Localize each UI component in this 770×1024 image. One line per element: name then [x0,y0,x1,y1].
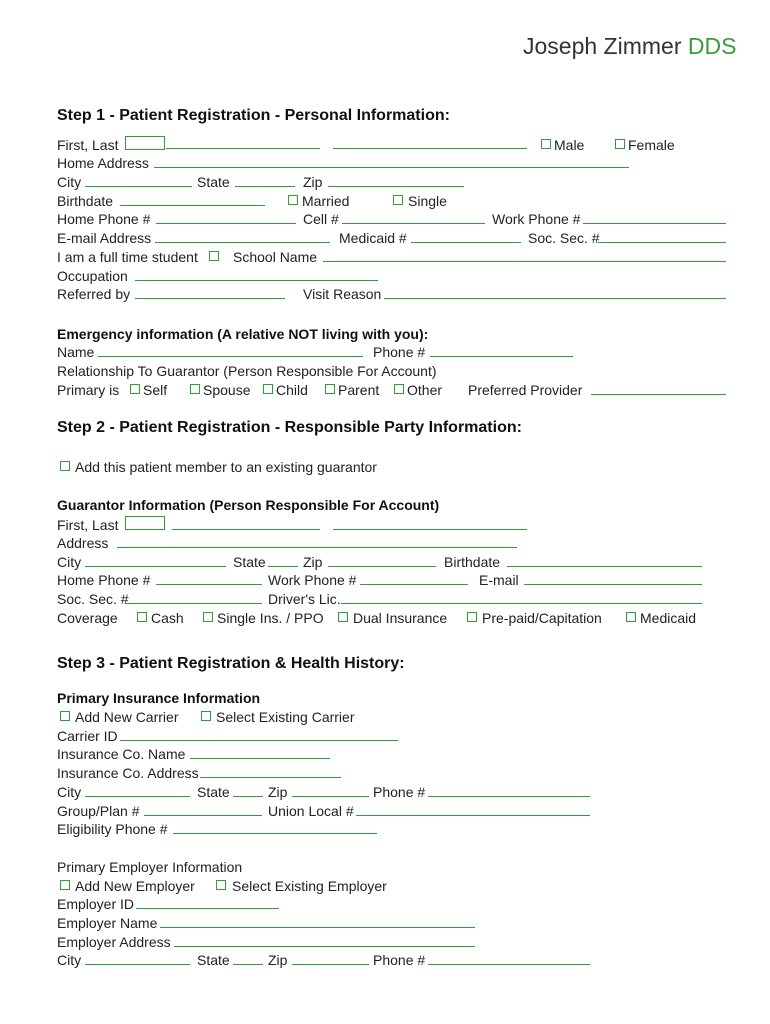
group-plan-field[interactable] [144,815,262,816]
parent-checkbox[interactable] [325,384,335,394]
employer-title: Primary Employer Information [57,859,243,875]
preferred-provider-label: Preferred Provider [468,382,583,398]
group-plan-label: Group/Plan # [57,803,140,819]
add-new-carrier-checkbox[interactable] [60,711,70,721]
work-phone-label: Work Phone # [492,211,581,227]
g-medicaid-checkbox[interactable] [626,612,636,622]
emergency-phone-field[interactable] [430,356,573,357]
g-work-phone-label: Work Phone # [268,572,357,588]
employer-id-field[interactable] [136,908,279,909]
coverage-label: Coverage [57,610,118,626]
g-state-field[interactable] [268,566,298,567]
carrier-id-field[interactable] [120,740,398,741]
student-checkbox[interactable] [209,251,219,261]
preferred-provider-field[interactable] [591,394,726,395]
child-checkbox[interactable] [263,384,273,394]
title-select[interactable] [125,136,165,150]
employer-id-label: Employer ID [57,896,135,912]
dual-ins-label: Dual Insurance [353,610,448,626]
emp-state-field[interactable] [233,964,263,965]
insurance-co-name-label: Insurance Co. Name [57,746,186,762]
practice-logo [523,33,736,59]
insurance-co-name-field[interactable] [190,758,330,759]
add-existing-guarantor-label: Add this patient member to an existing guarantor [75,459,377,475]
g-address-field[interactable] [117,547,517,548]
emp-city-field[interactable] [85,964,190,965]
referred-by-label: Referred by [57,286,131,302]
employer-name-field[interactable] [160,927,475,928]
soc-sec-label: Soc. Sec. # [528,230,600,246]
cell-field[interactable] [342,223,485,224]
spouse-checkbox[interactable] [190,384,200,394]
g-city-label: City [57,554,82,570]
cash-checkbox[interactable] [137,612,147,622]
select-existing-employer-checkbox[interactable] [216,880,226,890]
first-last-label: First, Last [57,137,119,153]
select-existing-employer-label: Select Existing Employer [232,878,387,894]
g-soc-sec-label: Soc. Sec. # [57,591,129,607]
add-new-employer-label: Add New Employer [75,878,195,894]
ins-city-field[interactable] [85,796,190,797]
self-checkbox[interactable] [130,384,140,394]
add-existing-guarantor-checkbox[interactable] [60,461,70,471]
occupation-label: Occupation [57,268,128,284]
female-checkbox[interactable] [615,139,625,149]
male-label: Male [554,137,585,153]
self-label: Self [143,382,168,398]
female-label: Female [628,137,675,153]
email-label: E-mail Address [57,230,152,246]
emergency-title: Emergency information (A relative NOT living with you): [57,326,429,342]
medicaid-label: Medicaid # [339,230,407,246]
insurance-title: Primary Insurance Information [57,690,261,706]
guarantor-title: Guarantor Information (Person Responsible For Account) [57,497,440,513]
married-checkbox[interactable] [288,195,298,205]
emp-zip-field[interactable] [292,964,369,965]
single-ins-checkbox[interactable] [203,612,213,622]
g-city-field[interactable] [85,566,226,567]
married-label: Married [302,193,350,209]
child-label: Child [276,382,308,398]
prepaid-label: Pre-paid/Capitation [482,610,602,626]
g-birthdate-field[interactable] [507,566,702,567]
prepaid-checkbox[interactable] [467,612,477,622]
birthdate-label: Birthdate [57,193,114,209]
medicaid-field[interactable] [411,242,521,243]
emergency-phone-label: Phone # [373,344,426,360]
step1-title: Step 1 - Patient Registration - Personal Information: [57,107,450,124]
g-home-phone-field[interactable] [156,584,262,585]
g-address-label: Address [57,535,109,551]
email-field[interactable] [155,242,330,243]
cell-label: Cell # [303,211,339,227]
add-new-employer-checkbox[interactable] [60,880,70,890]
ins-city-label: City [57,784,82,800]
first-name-field[interactable] [166,148,320,149]
g-email-label: E-mail [479,572,519,588]
cash-label: Cash [151,610,184,626]
single-checkbox[interactable] [393,195,403,205]
ins-state-field[interactable] [233,796,263,797]
home-address-label: Home Address [57,155,149,171]
home-phone-field[interactable] [156,223,296,224]
g-zip-label: Zip [303,554,323,570]
g-birthdate-label: Birthdate [444,554,501,570]
last-name-field[interactable] [333,148,527,149]
ins-zip-label: Zip [268,784,288,800]
eligibility-phone-field[interactable] [173,833,377,834]
school-name-label: School Name [233,249,318,265]
ins-zip-field[interactable] [292,796,369,797]
g-home-phone-label: Home Phone # [57,572,151,588]
g-medicaid-label: Medicaid [640,610,697,626]
g-state-label: State [233,554,266,570]
visit-reason-label: Visit Reason [303,286,382,302]
occupation-field[interactable] [135,280,378,281]
emp-zip-label: Zip [268,952,288,968]
select-existing-carrier-label: Select Existing Carrier [216,709,355,725]
g-work-phone-field[interactable] [360,584,468,585]
state-label: State [197,174,230,190]
g-first-last-label: First, Last [57,517,119,533]
employer-address-field[interactable] [174,946,475,947]
insurance-co-address-field[interactable] [200,777,341,778]
employer-name-label: Employer Name [57,915,158,931]
city-field[interactable] [85,186,192,187]
referred-by-field[interactable] [135,298,285,299]
school-name-field[interactable] [323,261,726,262]
city-label: City [57,174,82,190]
zip-field[interactable] [328,186,464,187]
carrier-id-label: Carrier ID [57,728,118,744]
work-phone-field[interactable] [583,223,726,224]
insurance-co-address-label: Insurance Co. Address [57,765,199,781]
emp-phone-field[interactable] [428,964,590,965]
eligibility-phone-label: Eligibility Phone # [57,821,168,837]
student-label: I am a full time student [57,249,198,265]
state-field[interactable] [235,186,295,187]
emp-phone-label: Phone # [373,952,426,968]
emp-state-label: State [197,952,230,968]
g-last-name-field[interactable] [333,529,527,530]
employer-address-label: Employer Address [57,934,171,950]
ins-phone-field[interactable] [428,796,590,797]
union-local-field[interactable] [356,815,590,816]
relationship-label: Relationship To Guarantor (Person Responsible For Account) [57,363,437,379]
spouse-label: Spouse [203,382,251,398]
add-new-carrier-label: Add New Carrier [75,709,179,725]
g-first-name-field[interactable] [172,529,320,530]
g-title-select[interactable] [125,516,165,530]
other-checkbox[interactable] [394,384,404,394]
step3-title: Step 3 - Patient Registration & Health History: [57,655,405,672]
visit-reason-field[interactable] [384,298,726,299]
emergency-name-label: Name [57,344,95,360]
g-zip-field[interactable] [328,566,436,567]
practice-suffix: DDS [687,33,737,59]
soc-sec-field[interactable] [598,242,726,243]
birthdate-field[interactable] [120,205,265,206]
male-checkbox[interactable] [541,139,551,149]
single-label: Single [408,193,447,209]
home-phone-label: Home Phone # [57,211,151,227]
primary-is-label: Primary is [57,382,120,398]
home-address-field[interactable] [154,167,629,168]
single-ins-label: Single Ins. / PPO [217,610,324,626]
other-label: Other [407,382,443,398]
g-soc-sec-field[interactable] [126,603,262,604]
emergency-name-field[interactable] [98,356,363,357]
dual-ins-checkbox[interactable] [338,612,348,622]
g-drivers-lic-field[interactable] [341,603,702,604]
select-existing-carrier-checkbox[interactable] [201,711,211,721]
zip-label: Zip [303,174,323,190]
ins-state-label: State [197,784,230,800]
union-local-label: Union Local # [268,803,354,819]
emp-city-label: City [57,952,82,968]
parent-label: Parent [338,382,380,398]
g-email-field[interactable] [524,584,702,585]
g-drivers-lic-label: Driver's Lic. [268,591,341,607]
step2-title: Step 2 - Patient Registration - Responsible Party Information: [57,419,522,436]
ins-phone-label: Phone # [373,784,426,800]
practice-name: Joseph Zimmer [523,33,682,59]
